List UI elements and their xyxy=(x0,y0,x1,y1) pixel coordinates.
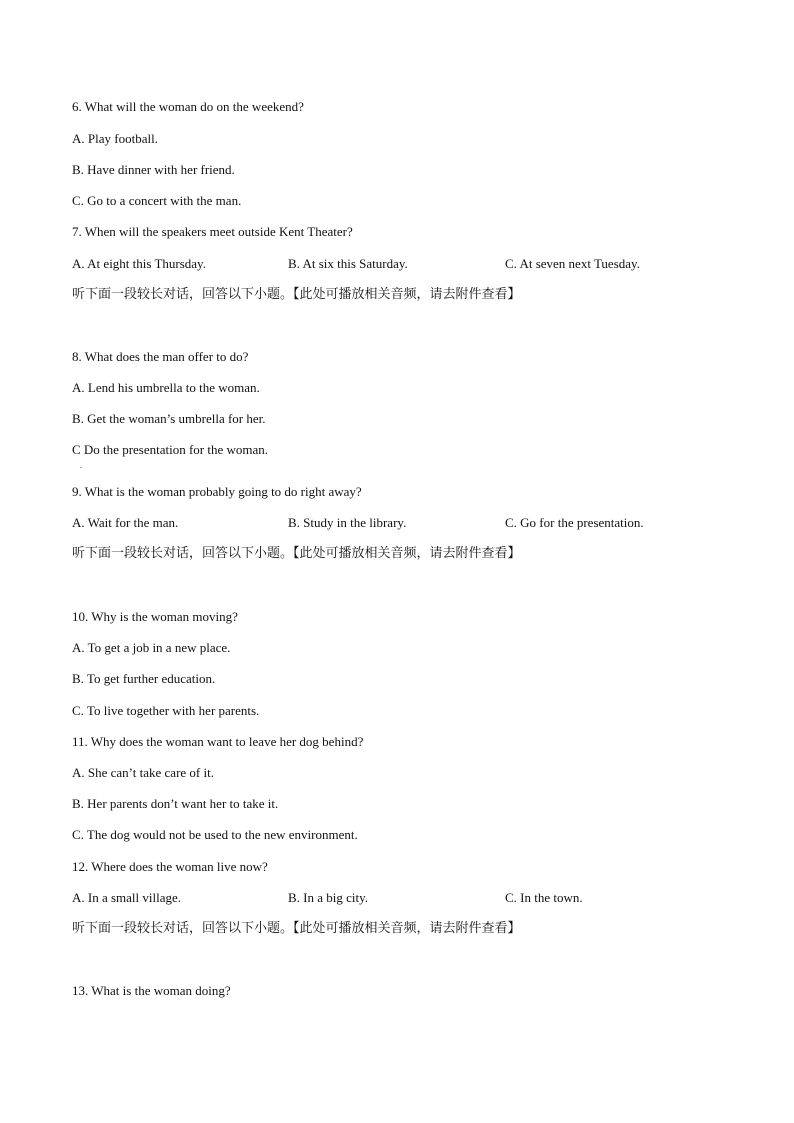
question-6-option-b: B. Have dinner with her friend. xyxy=(72,162,235,177)
question-10-option-c: C. To live together with her parents. xyxy=(72,703,260,718)
question-11: 11. Why does the woman want to leave her dog behind? xyxy=(72,734,364,749)
question-10-option-b: B. To get further education. xyxy=(72,671,216,686)
question-12-option-c: C. In the town. xyxy=(505,890,583,905)
question-9: 9. What is the woman probably going to do right away? xyxy=(72,484,362,499)
question-11-option-c: C. The dog would not be used to the new environment. xyxy=(72,827,358,842)
question-9-option-b: B. Study in the library. xyxy=(288,515,407,530)
question-12-option-b: B. In a big city. xyxy=(288,890,369,905)
question-9-option-c: C. Go for the presentation. xyxy=(505,515,644,530)
question-11-option-a: A. She can’t take care of it. xyxy=(72,765,214,780)
question-7-option-a: A. At eight this Thursday. xyxy=(72,256,206,271)
question-9-option-a: A. Wait for the man. xyxy=(72,515,179,530)
question-8-option-a: A. Lend his umbrella to the woman. xyxy=(72,380,260,395)
question-6: 6. What will the woman do on the weekend? xyxy=(72,99,304,114)
audio-instruction-1: 听下面一段较长对话，回答以下小题。【此处可播放相关音频，请去附件查看】 xyxy=(72,287,521,302)
question-7-option-b: B. At six this Saturday. xyxy=(288,256,408,271)
audio-instruction-3: 听下面一段较长对话，回答以下小题。【此处可播放相关音频，请去附件查看】 xyxy=(72,921,521,936)
question-11-option-b: B. Her parents don’t want her to take it. xyxy=(72,796,279,811)
question-10: 10. Why is the woman moving? xyxy=(72,609,238,624)
question-12-option-a: A. In a small village. xyxy=(72,890,182,905)
question-12: 12. Where does the woman live now? xyxy=(72,859,268,874)
question-6-option-c: C. Go to a concert with the man. xyxy=(72,193,242,208)
question-7-option-c: C. At seven next Tuesday. xyxy=(505,256,640,271)
question-8: 8. What does the man offer to do? xyxy=(72,349,249,364)
stray-dot: . xyxy=(80,461,82,470)
question-7: 7. When will the speakers meet outside Kent Theater? xyxy=(72,224,353,239)
question-10-option-a: A. To get a job in a new place. xyxy=(72,640,231,655)
question-13: 13. What is the woman doing? xyxy=(72,983,231,998)
audio-instruction-2: 听下面一段较长对话，回答以下小题。【此处可播放相关音频，请去附件查看】 xyxy=(72,546,521,561)
question-6-option-a: A. Play football. xyxy=(72,131,158,146)
question-8-option-c: C Do the presentation for the woman. xyxy=(72,442,269,457)
question-8-option-b: B. Get the woman’s umbrella for her. xyxy=(72,411,266,426)
